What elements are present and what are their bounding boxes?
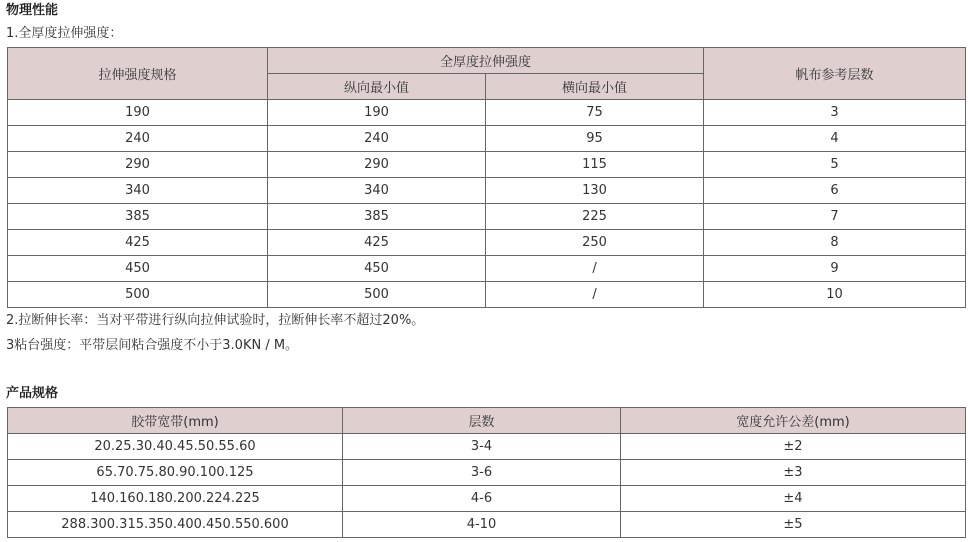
table-cell: 225: [486, 204, 704, 230]
table-cell: 130: [486, 178, 704, 204]
table-cell: 288.300.315.350.400.450.550.600: [8, 512, 343, 538]
table-cell: 4-6: [343, 486, 621, 512]
item-adhesion: 3粘台强度：平带层间粘合强度不小于3.0KN / M。: [6, 338, 299, 353]
header-full-thickness: 全厚度拉伸强度: [268, 48, 704, 74]
table-cell: 20.25.30.40.45.50.55.60: [8, 434, 343, 460]
table-cell: 500: [8, 282, 268, 308]
table-row: [8, 512, 966, 538]
table-row: [8, 204, 966, 230]
table-cell: 65.70.75.80.90.100.125: [8, 460, 343, 486]
tensile-strength-table: [7, 47, 966, 308]
table-row: [8, 100, 966, 126]
table-cell: 95: [486, 126, 704, 152]
table-cell: 250: [486, 230, 704, 256]
table-cell: /: [486, 256, 704, 282]
table-cell: 425: [8, 230, 268, 256]
table-row: [8, 460, 966, 486]
table-cell: 425: [268, 230, 486, 256]
table-cell: 7: [704, 204, 966, 230]
table-row: [8, 178, 966, 204]
table-row: [8, 152, 966, 178]
table-cell: 450: [268, 256, 486, 282]
table-cell: 4-10: [343, 512, 621, 538]
table-cell: 500: [268, 282, 486, 308]
table-cell: 385: [268, 204, 486, 230]
section-title-physical: 物理性能: [6, 3, 59, 18]
table-cell: 9: [704, 256, 966, 282]
table-row: [8, 256, 966, 282]
table-row: [8, 434, 966, 460]
table-cell: 385: [8, 204, 268, 230]
table-row: [8, 126, 966, 152]
table-cell: 10: [704, 282, 966, 308]
table-cell: 140.160.180.200.224.225: [8, 486, 343, 512]
header-spec: 拉伸强度规格: [8, 48, 268, 100]
table-cell: 340: [268, 178, 486, 204]
table-cell: 5: [704, 152, 966, 178]
table-cell: 4: [704, 126, 966, 152]
table-cell: ±3: [621, 460, 966, 486]
header-layers: 帆布参考层数: [704, 48, 966, 100]
table-cell: ±2: [621, 434, 966, 460]
table-cell: 240: [8, 126, 268, 152]
header-transverse-min: 横向最小值: [486, 74, 704, 100]
product-spec-table: [7, 407, 966, 538]
header-longitudinal-min: 纵向最小值: [268, 74, 486, 100]
table-cell: 75: [486, 100, 704, 126]
tensile-table-body: [8, 100, 966, 308]
item-tensile-label: 1.全厚度拉伸强度：: [6, 26, 123, 41]
table-cell: 190: [268, 100, 486, 126]
table-row: [8, 282, 966, 308]
table-cell: 3: [704, 100, 966, 126]
section-title-specs: 产品规格: [6, 386, 59, 401]
table-row: [8, 230, 966, 256]
header-layer-count: 层数: [343, 408, 621, 434]
table-cell: 450: [8, 256, 268, 282]
item-elongation: 2.拉断伸长率：当对平带进行纵向拉伸试验时，拉断伸长率不超过20%。: [6, 313, 425, 328]
table-cell: /: [486, 282, 704, 308]
table-cell: 3-4: [343, 434, 621, 460]
table-cell: 340: [8, 178, 268, 204]
spec-table-body: [8, 434, 966, 538]
table-cell: 190: [8, 100, 268, 126]
table-cell: 115: [486, 152, 704, 178]
table-cell: 3-6: [343, 460, 621, 486]
header-belt-width: 胶带宽带(mm): [8, 408, 343, 434]
table-cell: 8: [704, 230, 966, 256]
table-cell: 290: [8, 152, 268, 178]
table-cell: 240: [268, 126, 486, 152]
table-cell: 290: [268, 152, 486, 178]
table-row: [8, 486, 966, 512]
table-cell: ±4: [621, 486, 966, 512]
table-cell: ±5: [621, 512, 966, 538]
header-width-tolerance: 宽度允许公差(mm): [621, 408, 966, 434]
table-cell: 6: [704, 178, 966, 204]
